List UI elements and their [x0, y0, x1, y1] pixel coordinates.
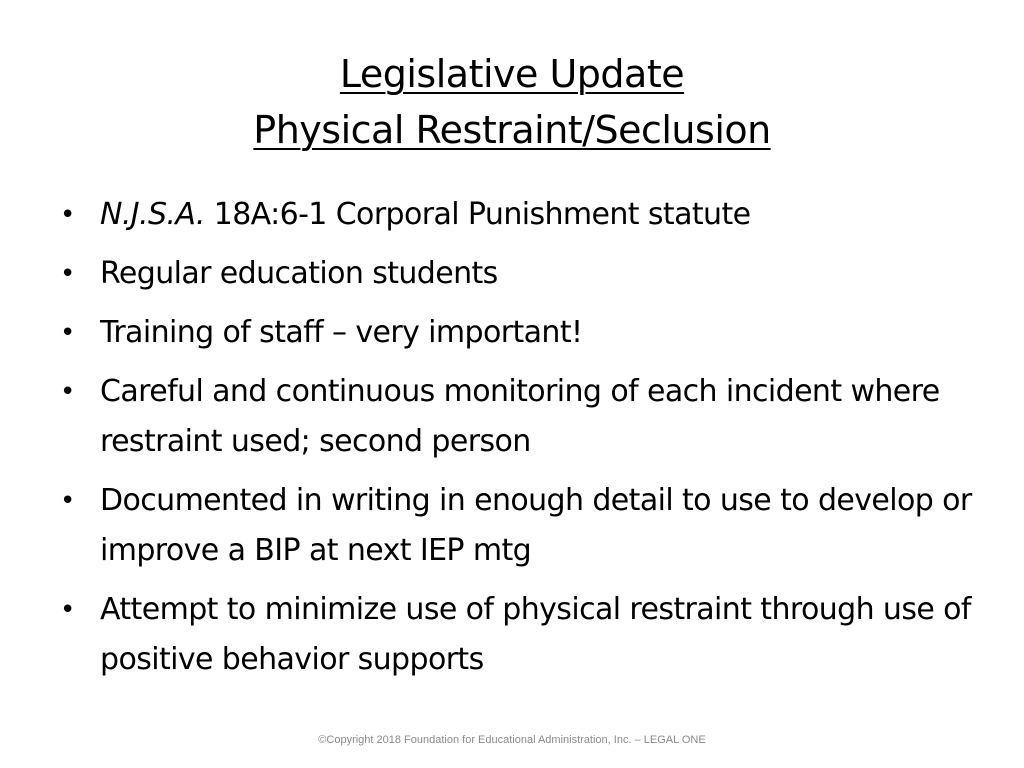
bullet-icon: •: [60, 200, 75, 230]
bullet-item: [60, 367, 990, 467]
bullet-italic-prefix: N.J.S.A.: [100, 197, 205, 232]
bullet-text: Regular education students: [100, 256, 498, 291]
bullet-text: Careful and continuous monitoring of each incident where restraint used; second person: [100, 374, 940, 459]
bullet-icon: •: [60, 318, 75, 348]
slide-title: [0, 46, 1024, 158]
bullet-icon: •: [60, 377, 75, 407]
bullet-icon: •: [60, 486, 75, 516]
bullet-item: [60, 249, 990, 299]
bullet-text: [100, 197, 750, 232]
title-line-1-text: Legislative Update: [339, 52, 685, 96]
bullet-item: [60, 476, 990, 576]
bullet-item: [60, 585, 990, 685]
title-line-1: [0, 46, 1024, 102]
bullet-icon: •: [60, 595, 75, 625]
bullet-item: [60, 308, 990, 358]
title-line-2: [0, 102, 1024, 158]
copyright-footer: ©Copyright 2018 Foundation for Educational Administration, Inc. – LEGAL ONE: [318, 734, 706, 746]
bullet-text: Training of staff – very important!: [100, 315, 583, 350]
bullet-item: [60, 190, 990, 240]
title-line-2-text: Physical Restraint/Seclusion: [253, 108, 771, 152]
bullet-body: 18A:6-1 Corporal Punishment statute: [204, 197, 751, 232]
bullet-list: [60, 190, 990, 694]
bullet-text: Attempt to minimize use of physical restraint through use of positive behavior supports: [100, 592, 971, 677]
bullet-icon: •: [60, 259, 75, 289]
bullet-text: Documented in writing in enough detail to use to develop or improve a BIP at next IEP mtg: [100, 483, 972, 568]
